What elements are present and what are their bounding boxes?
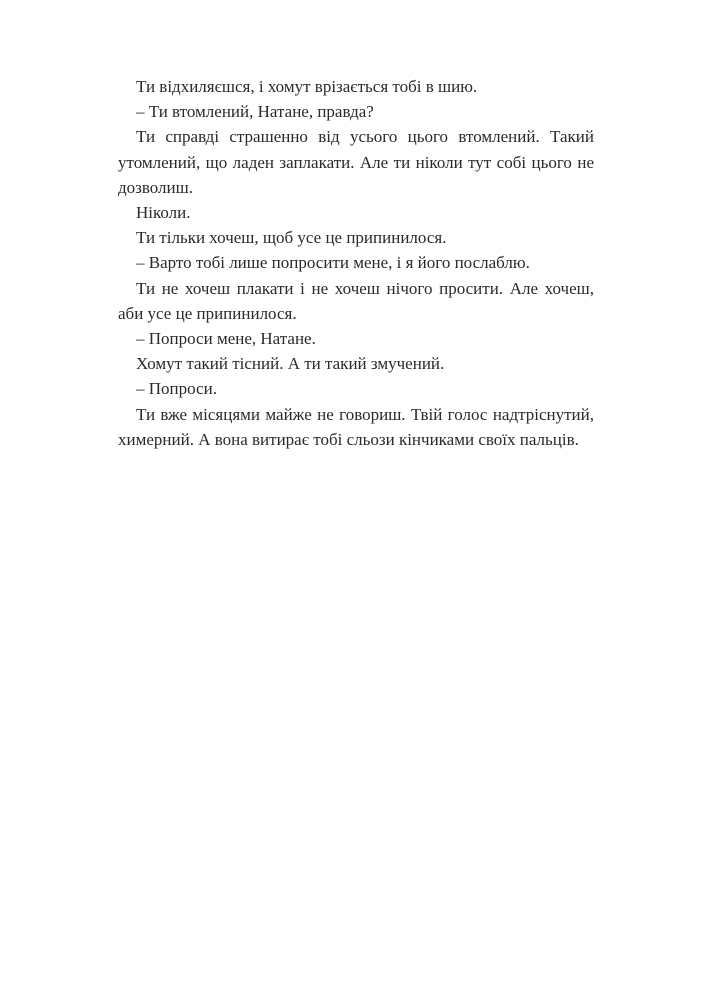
dialogue-line: – Варто тобі лише попросити мене, і я його послаблю. [136,253,530,273]
paragraph: Ніколи. [136,203,191,223]
dialogue-line: – Попроси. [136,379,217,399]
paragraph: Ти не хочеш плакати і не хочеш нічого просити. Але хочеш, аби усе це припинилося. [118,278,594,323]
paragraph: Хомут такий тісний. А ти такий змучений. [136,354,445,374]
paragraph: Ти вже місяцями майже не говориш. Твій голос надтріснутий, химерний. А вона витирає тобі сльози кінчиками своїх пальців. [118,404,594,449]
dialogue-line: – Попроси мене, Натане. [136,329,316,349]
paragraph: Ти тільки хочеш, щоб усе це припинилося. [136,228,447,248]
paragraph: Ти справді страшенно від усього цього втомлений. Такий утомлений, що ладен заплакати. Але ти ніколи тут собі цього не дозволиш. [118,127,594,197]
page-text [118,74,594,452]
paragraph: Ти відхиляєшся, і хомут врізається тобі в шию. [136,77,478,96]
dialogue-line: – Ти втомлений, Натане, правда? [136,102,374,122]
